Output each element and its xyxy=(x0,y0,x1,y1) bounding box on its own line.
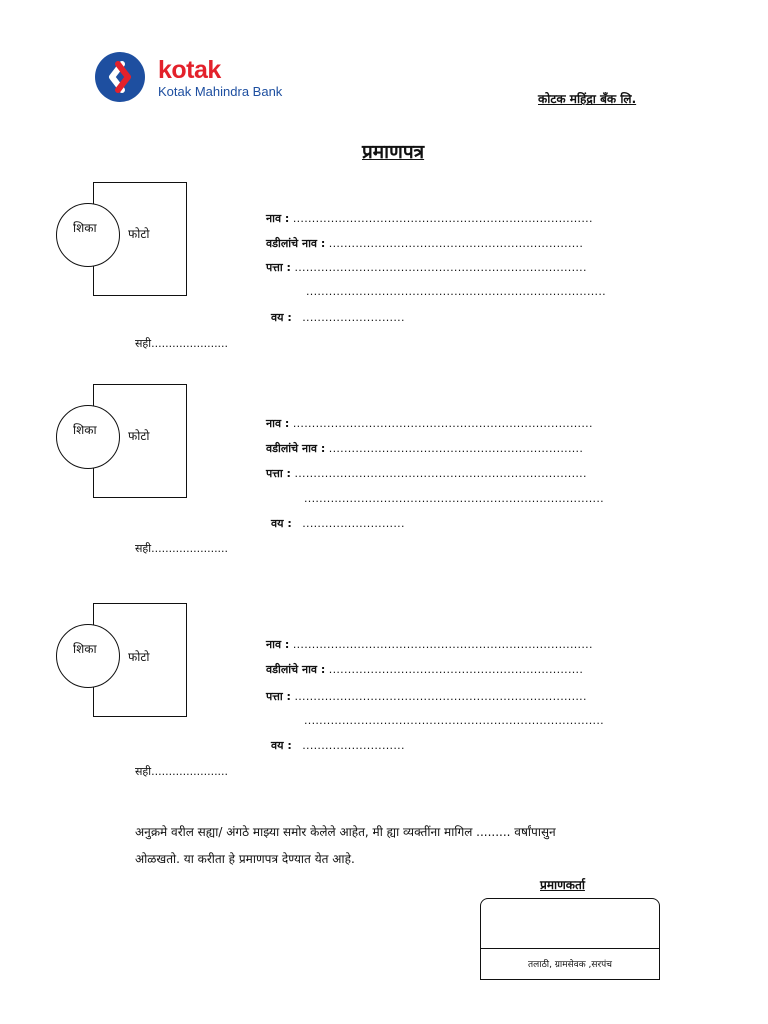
stamp-label: शिका xyxy=(73,423,97,437)
certifier-title: प्रमाणकर्ता xyxy=(540,878,585,892)
address-value: ............................................................................. xyxy=(294,690,587,703)
name-value: ............................................................................... xyxy=(292,212,593,225)
address-value: ............................................................................. xyxy=(294,467,587,480)
stamp-label: शिका xyxy=(73,221,97,235)
address-line-2: ............................................................................... xyxy=(306,285,606,298)
name-field xyxy=(266,416,593,431)
father-name-label: वडीलांचे नाव : xyxy=(266,237,326,250)
address-field xyxy=(266,466,587,481)
name-value: ............................................................................... xyxy=(292,638,593,651)
age-label: वय : xyxy=(271,517,292,530)
age-value: ........................... xyxy=(302,517,405,530)
name-label: नाव : xyxy=(266,638,290,651)
certifier-roles: तलाठी, ग्रामसेवक ,सरपंच xyxy=(528,960,612,970)
certifier-divider xyxy=(481,948,659,949)
father-name-value: ................................................................... xyxy=(328,442,584,455)
photo-label: फोटो xyxy=(128,429,150,443)
bank-name: कोटक महिंद्रा बँक लि. xyxy=(538,92,637,106)
logo-wordmark: kotak xyxy=(158,56,221,84)
father-name-label: वडीलांचे नाव : xyxy=(266,442,326,455)
father-name-field xyxy=(266,441,583,456)
father-name-field xyxy=(266,662,583,677)
address-line-2: ............................................................................... xyxy=(304,492,604,505)
address-line-2: ............................................................................... xyxy=(304,714,604,727)
name-field xyxy=(266,637,593,652)
address-label: पत्ता : xyxy=(266,467,291,480)
statement-line-2: ओळखतो. या करीता हे प्रमाणपत्र देण्यात येत आहे. xyxy=(135,852,355,866)
stamp-label: शिका xyxy=(73,642,97,656)
statement-line-1: अनुक्रमे वरील सह्या/ अंगठे माझ्या समोर केलेले आहेत, मी ह्या व्यक्तींना मागिल ......... वर्षांपासुन xyxy=(135,825,556,839)
father-name-field xyxy=(266,236,583,251)
stamp-circle xyxy=(56,624,120,688)
age-field xyxy=(271,310,405,325)
photo-label: फोटो xyxy=(128,650,150,664)
address-field xyxy=(266,689,587,704)
name-field xyxy=(266,211,593,226)
signature-line: सही...................... xyxy=(135,542,229,555)
stamp-circle xyxy=(56,405,120,469)
document-title: प्रमाणपत्र xyxy=(362,141,425,163)
stamp-circle xyxy=(56,203,120,267)
age-field xyxy=(271,516,405,531)
signature-line: सही...................... xyxy=(135,765,229,778)
age-field xyxy=(271,738,405,753)
father-name-value: ................................................................... xyxy=(328,237,584,250)
address-value: ............................................................................. xyxy=(294,261,587,274)
address-label: पत्ता : xyxy=(266,261,291,274)
kotak-logo-icon xyxy=(95,52,145,102)
logo-subtitle: Kotak Mahindra Bank xyxy=(158,84,283,99)
age-label: वय : xyxy=(271,739,292,752)
photo-label: फोटो xyxy=(128,227,150,241)
certifier-stamp-box xyxy=(480,898,660,980)
name-value: ............................................................................... xyxy=(292,417,593,430)
age-label: वय : xyxy=(271,311,292,324)
father-name-label: वडीलांचे नाव : xyxy=(266,663,326,676)
signature-line: सही...................... xyxy=(135,337,229,350)
father-name-value: ................................................................... xyxy=(328,663,584,676)
age-value: ........................... xyxy=(302,311,405,324)
name-label: नाव : xyxy=(266,212,290,225)
address-label: पत्ता : xyxy=(266,690,291,703)
name-label: नाव : xyxy=(266,417,290,430)
address-field xyxy=(266,260,587,275)
age-value: ........................... xyxy=(302,739,405,752)
